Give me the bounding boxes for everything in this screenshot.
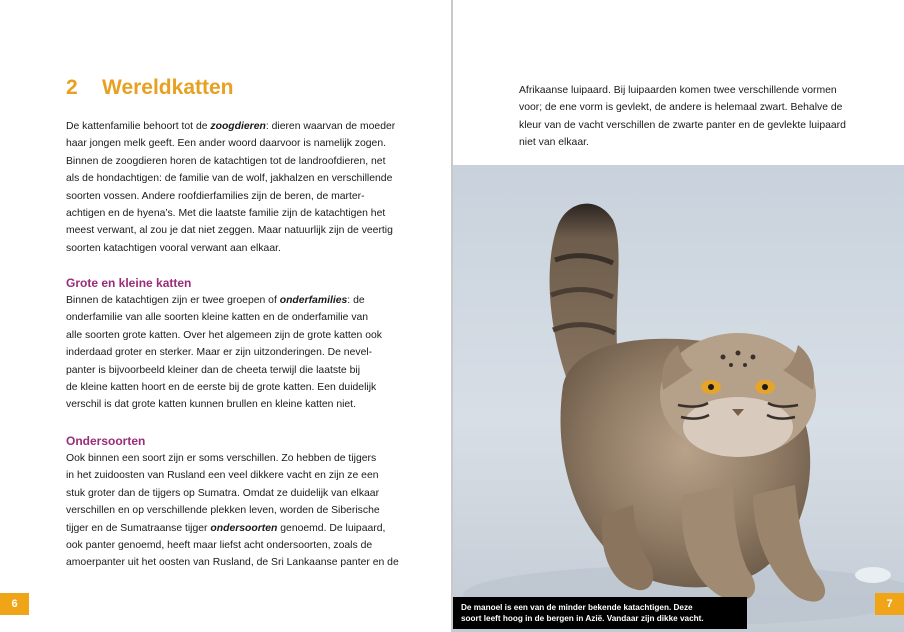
- left-page: [0, 0, 451, 632]
- page-number-right: 7: [875, 593, 904, 615]
- chapter-heading: [66, 76, 234, 100]
- text-line: inderdaad groter en sterker. Maar er zijn uitzonderingen. De nevel-: [66, 347, 373, 359]
- text-line: ook panter genoemd, heeft maar liefst acht ondersoorten, zoals de: [66, 540, 373, 552]
- emphasized-term: ondersoorten: [210, 522, 278, 534]
- text-line: voor; de ene vorm is gevlekt, de andere is helemaal zwart. Behalve de: [519, 102, 843, 114]
- text-line: Binnen de zoogdieren horen de katachtigen tot de landroofdieren, net: [66, 155, 386, 167]
- text-line: stuk groter dan de tijgers op Sumatra. Omdat ze duidelijk van elkaar: [66, 487, 380, 499]
- text-line: verschillen en op verschillende plekken leven, worden de Siberische: [66, 505, 380, 517]
- subheading-grote-kleine-katten: Grote en kleine katten: [66, 276, 192, 290]
- text-line: niet van elkaar.: [519, 137, 589, 149]
- intro-paragraph: [66, 118, 396, 257]
- chapter-number: 2: [66, 76, 78, 99]
- emphasized-term: onderfamilies: [279, 295, 348, 306]
- text-line: achtigen en de hyena’s. Met die laatste familie zijn de katachtigen het: [66, 208, 386, 220]
- text-line: meest verwant, al zou je dat niet zeggen. Maar natuurlijk zijn de veertig: [66, 225, 393, 237]
- right-page: [453, 0, 904, 632]
- text-line: soorten katachtigen vooral verwant aan elkaar.: [66, 242, 281, 254]
- text-line: de kleine katten hoort en de eerste bij de grote katten. Een duidelijk: [66, 382, 377, 394]
- manul-illustration: [453, 165, 904, 632]
- section-grote-kleine-katten: [66, 292, 396, 414]
- continued-paragraph: [519, 82, 859, 152]
- subheading-ondersoorten: Ondersoorten: [66, 434, 146, 448]
- chapter-title: Wereldkatten: [102, 76, 234, 99]
- text-line: tijger en de Sumatraanse tijger ondersoorten genoemd. De luipaard,: [66, 522, 386, 534]
- photo-caption: [453, 597, 747, 629]
- text-line: onderfamilie van alle soorten kleine katten en de onderfamilie van: [66, 312, 369, 324]
- text-line: soorten vossen. Andere roofdierfamilies zijn de beren, de marter-: [66, 190, 365, 202]
- text-line: haar jongen melk geeft. Een ander woord daarvoor is namelijk zogen.: [66, 138, 386, 150]
- text-line: De kattenfamilie behoort tot de zoogdieren: dieren waarvan de moeder: [66, 121, 396, 132]
- section-ondersoorten: [66, 450, 399, 572]
- text-line: Afrikaanse luipaard. Bij luipaarden komen twee verschillende vormen: [519, 85, 837, 96]
- text-line: amoerpanter uit het oosten van Rusland, de Sri Lankaanse panter en de: [66, 557, 399, 569]
- text-line: verschil is dat grote katten kunnen brullen en kleine katten niet.: [66, 399, 356, 411]
- text-line: als de hondachtigen: de familie van de wolf, jakhalzen en verschillende: [66, 173, 393, 185]
- text-line: alle soorten grote katten. Over het algemeen zijn de grote katten ook: [66, 329, 382, 341]
- text-line: kleur van de vacht verschillen de zwarte panter en de gevlekte luipaard: [519, 119, 846, 131]
- manul-photo: [453, 165, 904, 632]
- text-line: in het zuidoosten van Rusland een veel dikkere vacht en zijn ze een: [66, 470, 379, 482]
- text-line: soort leeft hoog in de bergen in Azië. Vandaar zijn dikke vacht.: [461, 613, 704, 623]
- text-line: Binnen de katachtigen zijn er twee groepen of onderfamilies: de: [66, 295, 365, 306]
- emphasized-term: zoogdieren: [210, 121, 266, 132]
- text-line: panter is bijvoorbeeld kleiner dan de cheeta terwijl die laatste bij: [66, 364, 360, 376]
- text-line: Ook binnen een soort zijn er soms verschillen. Zo hebben de tijgers: [66, 453, 377, 464]
- text-line: De manoel is een van de minder bekende katachtigen. Deze: [461, 603, 693, 612]
- page-number-left: 6: [0, 593, 29, 615]
